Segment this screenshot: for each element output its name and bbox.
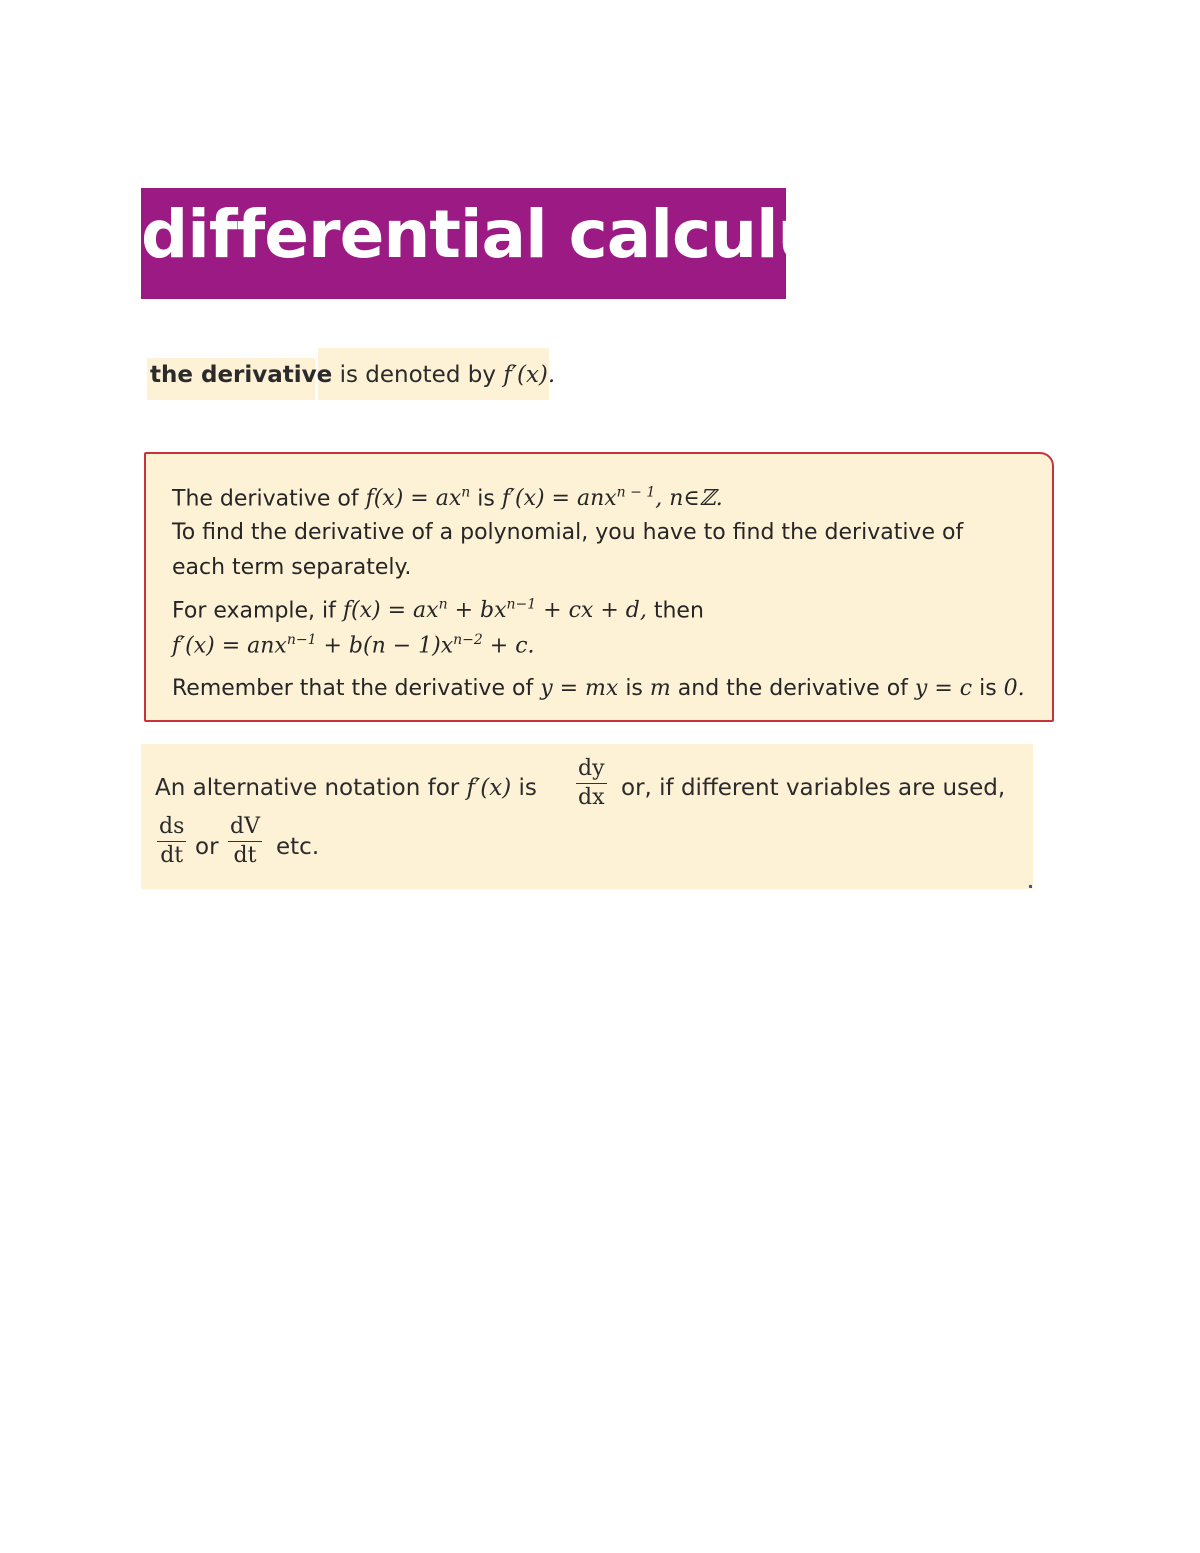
alt-etc-text: etc. [276, 834, 320, 860]
fraction-dy-dx: dy dx [578, 756, 605, 810]
page-title: differential calculus [141, 196, 862, 273]
title-banner [141, 188, 862, 299]
fraction-dV-dt: dV dt [230, 814, 260, 868]
definition-rest: is denoted by [339, 362, 496, 388]
rule-line-1: The derivative of $f(x) = ax^n$ is f′(x) = anx$^{n - 1}$, n∈ℤ. [172, 485, 723, 512]
rule-example-derivative: $f'(x) = anx^{n-1} + b(n - 1)x^{n-2} + c$. [172, 632, 535, 659]
alt-notation-prefix: An alternative notation for f′(x) is [155, 775, 537, 801]
definition-term: the derivative [150, 362, 333, 388]
fraction-ds-dt: ds dt [159, 814, 185, 868]
stray-dot [1029, 885, 1032, 888]
rule-remember-line: Remember that the derivative of y = mx is m and the derivative of y = c is 0. [172, 676, 1025, 701]
rule-line-2: To find the derivative of a polynomial, you have to find the derivative of [172, 520, 964, 545]
rule-line-3: each term separately. [172, 555, 412, 580]
alt-notation-suffix: or, if different variables are used, [621, 775, 1006, 801]
derivative-definition [150, 362, 555, 388]
rule-example-line: For example, if $f(x) = ax^n + bx^{n-1}$ + cx + d, then [172, 597, 704, 624]
alt-or-text: or [195, 834, 219, 860]
definition-symbol: f′(x). [503, 362, 556, 388]
